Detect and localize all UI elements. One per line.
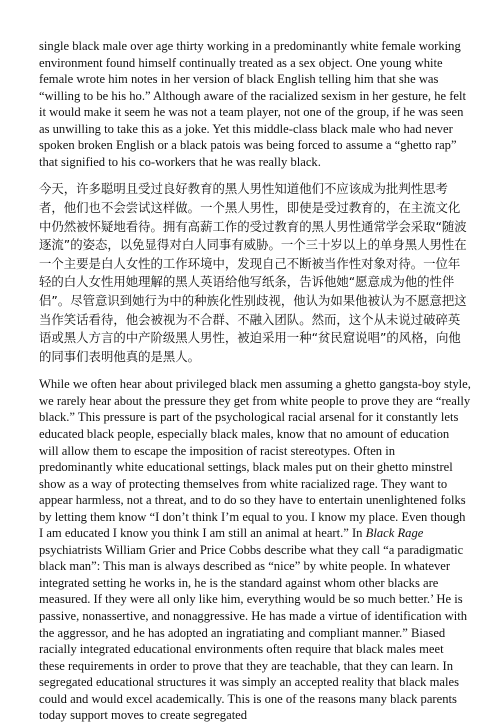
paragraph-text-part-1: While we often hear about privileged black men assuming a ghetto gangsta-boy style, we rarely hear about the pressure they get from white people to prove they are “really black.” This pressure is part of the psychological racial arsenal for it constantly lets educated black people, especially black males, know that no amount of education will allow them to escape the imposition of racist stereotypes. Often in predominantly white educational settings, black males put on their ghetto minstrel show as a way of protecting themselves from white racialized rage. They want to appear harmless, not a threat, and to do so they have to entertain unenlightened folks by letting them know “I don’t think I’m equal to you. I know my place. Even though I am educated I know you think I am still an animal at heart.” In xyxy=(39,377,471,541)
english-paragraph-2 xyxy=(39,376,471,723)
book-title: Black Rage xyxy=(365,526,424,541)
chinese-paragraph: 今天，许多聪明且受过良好教育的黑人男性知道他们不应该成为批判性思考者，他们也不会尝试这样做。一个黑人男性，即使是受过教育的，在主流文化中仍然被怀疑地看待。拥有高薪工作的受过教育的黑人男性通常学会采取“随波逐流”的姿态，以免显得对白人同事有威胁。一个三十岁以上的单身黑人男性在一个主要是白人女性的工作环境中，发现自己不断被当作性对象对待。一位年轻的白人女性用她理解的黑人英语给他写纸条，告诉他她“愿意成为他的性伴侣”。尽管意识到她行为中的种族化性别歧视，他认为如果他被认为不愿意把这当作笑话看待，他会被视为不合群、不融入团队。然而，这个从未说过破碎英语或黑人方言的中产阶级黑人男性，被迫采用一种“贫民窟说唱”的风格，向他的同事们表明他真的是黑人。 xyxy=(39,181,467,364)
document-page xyxy=(39,38,471,724)
english-paragraph-1: single black male over age thirty working in a predominantly white female working environment found himself continually treated as a sex object. One young white female wrote him notes in her version of black English telling him that she was “willing to be his ho.” Although aware of the racialized sexism in her gesture, he felt it would make it seem he was not a team player, not one of the group, if he was seen as unwilling to take this as a joke. Yet this middle-class black male who had never spoken broken English or a black patois was being forced to assume a “ghetto rap” that signified to his co-workers that he was really black. xyxy=(39,39,467,169)
paragraph-text-part-2: psychiatrists William Grier and Price Cobbs describe what they call “a paradigmatic black man”: This man is always described as “nice” by white people. In whatever integrated setting he works in, he is the standard against whom other blacks are measured. If they were all only like him, everything would be so much better.’ He is passive, nonassertive, and nonaggressive. He has made a virtue of identification with the aggressor, and he has adopted an ingratiating and compliant manner.” Biased racially integrated educational environments often require that black males meet these requirements in order to prove that they are teachable, that they can learn. In segregated educational structures it was simply an accepted reality that black males could and would excel academically. This is one of the reasons many black parents today support moves to create segregated xyxy=(39,542,468,723)
